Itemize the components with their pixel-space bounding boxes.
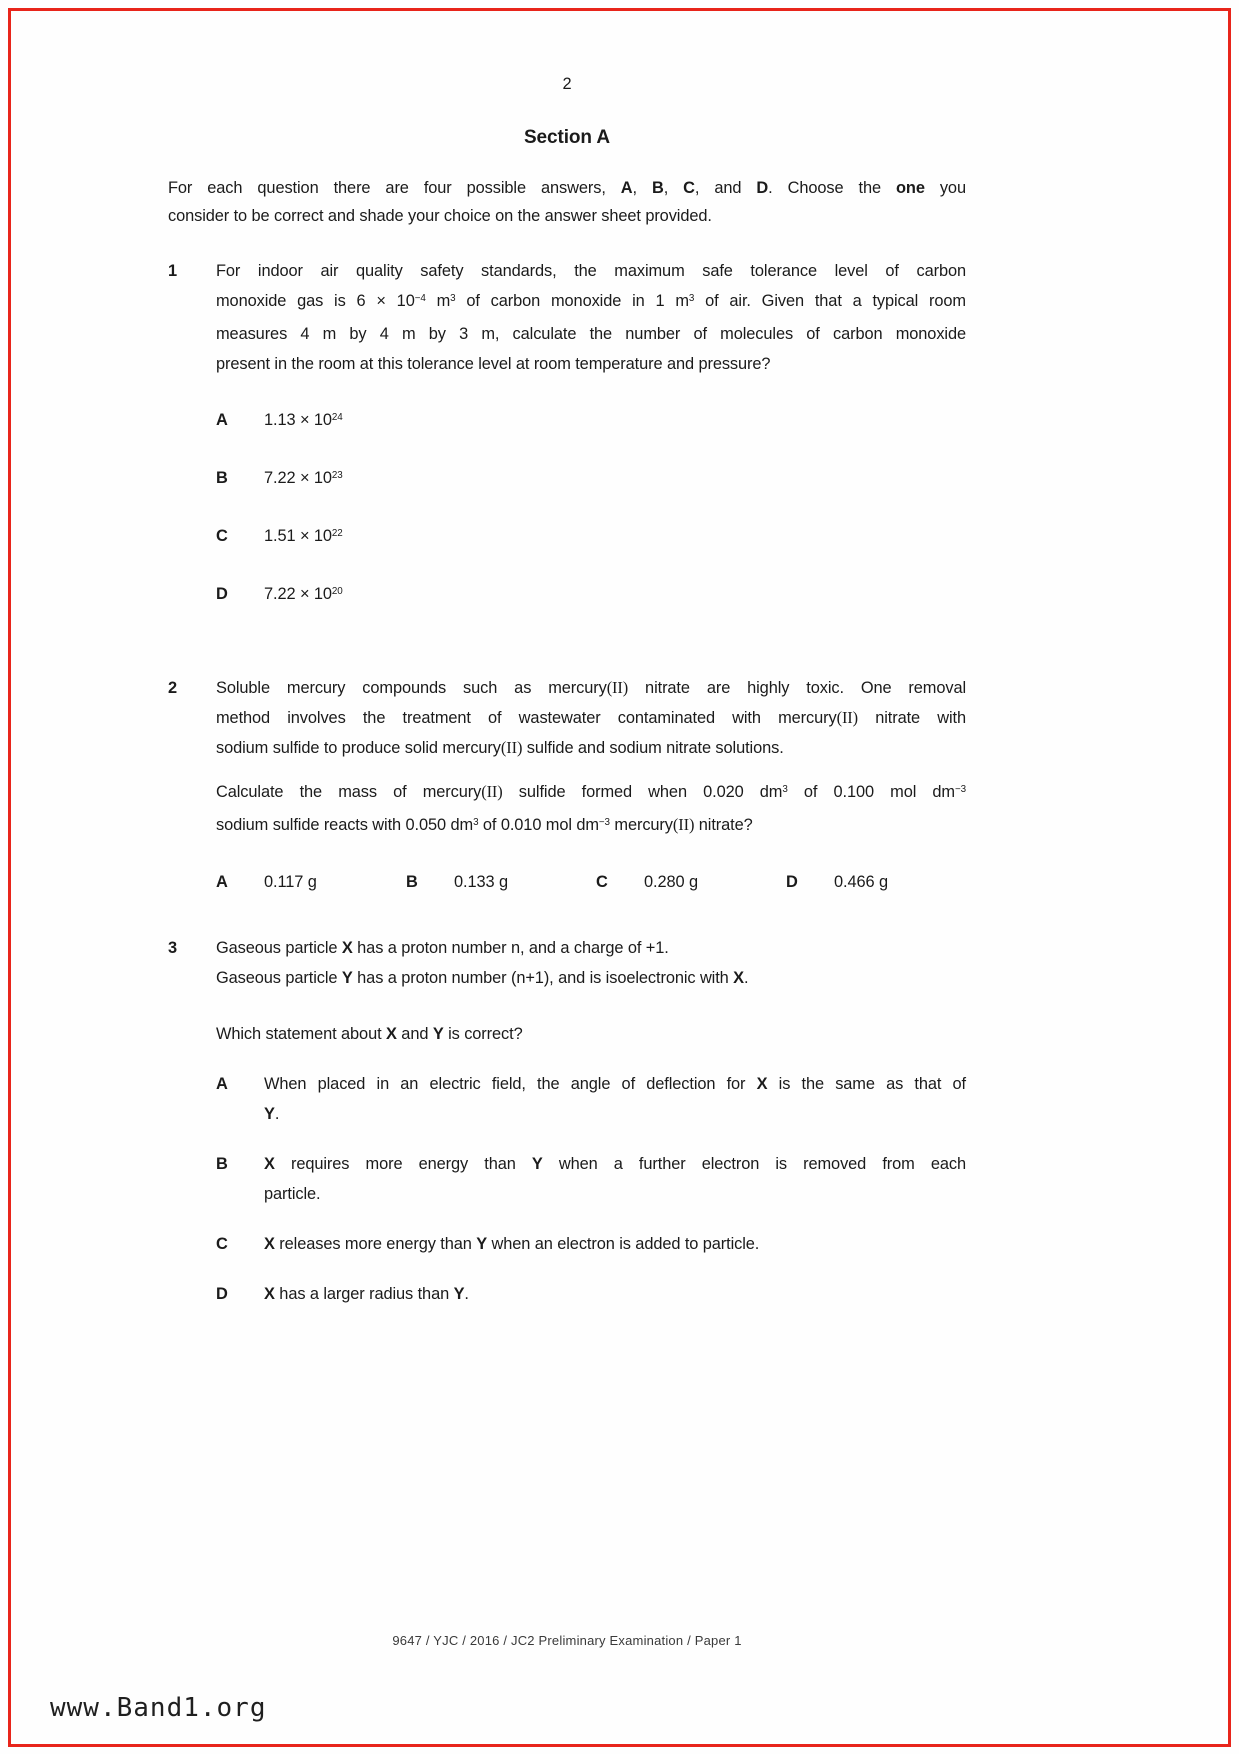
option-line: X releases more energy than Y when an electron is added to particle. (264, 1235, 760, 1253)
option-letter: A (216, 873, 228, 891)
option-letter: D (216, 585, 228, 603)
section-instructions (168, 174, 966, 230)
option-cell (596, 867, 786, 897)
instructions-line: consider to be correct and shade your choice on the answer sheet provided. (168, 207, 712, 225)
question-3-line: Gaseous particle X has a proton number n, and a charge of +1. (216, 939, 669, 957)
question-1-number: 1 (168, 262, 178, 280)
option-letter: C (216, 1235, 228, 1253)
question-1-line: For indoor air quality safety standards, the maximum safe tolerance level of carbon (216, 262, 966, 280)
watermark-url: www.Band1.org (50, 1693, 267, 1723)
question-1-line: present in the room at this tolerance level at room temperature and pressure? (216, 355, 771, 373)
option-block (216, 1149, 966, 1209)
question-3-options (216, 1069, 966, 1309)
instructions-line: For each question there are four possible answers, A, B, C, and D. Choose the one you (168, 179, 966, 197)
option-block (216, 1279, 966, 1309)
option-value: 0.117 g (264, 873, 317, 891)
option-value: $7.22 \times 10^{20}$ (264, 585, 343, 603)
question-3-stem: Which statement about X and Y is correct? (216, 1025, 523, 1043)
question-2-number: 2 (168, 679, 178, 697)
option-letter: B (216, 1155, 228, 1173)
option-cell (786, 867, 976, 897)
option-text (264, 1279, 966, 1309)
question-2-line: Calculate the mass of mercury(II) sulfide formed when 0.020 $dm^3$ of 0.100 mol $dm^{-3}$ (216, 782, 966, 801)
option-value: 0.133 g (454, 873, 508, 891)
option-row (216, 405, 966, 438)
question-2-line: method involves the treatment of wastewater contaminated with mercury(II) nitrate with (216, 708, 966, 727)
question-3-line: Gaseous particle Y has a proton number (n+1), and is isoelectronic with X. (216, 969, 749, 987)
option-text (264, 1069, 966, 1129)
question-2-line: Soluble mercury compounds such as mercury(II) nitrate are highly toxic. One removal (216, 678, 967, 697)
question-1-options (216, 405, 966, 612)
option-value: $1.13 \times 10^{24}$ (264, 411, 343, 429)
option-text (264, 1149, 966, 1209)
option-value: $7.22 \times 10^{23}$ (264, 469, 343, 487)
question-2-options (216, 867, 966, 897)
option-letter: D (216, 1285, 228, 1303)
question-2-body (216, 673, 966, 897)
option-value: 0.466 g (834, 873, 888, 891)
option-block (216, 1069, 966, 1129)
question-2-line: sodium sulfide reacts with 0.050 $dm^3$ of 0.010 mol $dm^{-3}$ mercury(II) nitrate? (216, 815, 753, 834)
question-1 (168, 256, 966, 637)
option-line: X has a larger radius than Y. (264, 1285, 469, 1303)
option-line: X requires more energy than Y when a further electron is removed from each (264, 1155, 966, 1173)
section-title: Section A (523, 127, 611, 148)
page-content (168, 0, 966, 1309)
page-number: 2 (562, 75, 572, 93)
question-2 (168, 673, 966, 897)
question-2-paragraph-2 (216, 777, 966, 843)
option-row (216, 579, 966, 612)
footer-reference: 9647 / YJC / 2016 / JC2 Preliminary Examination / Paper 1 (392, 1633, 742, 1648)
option-letter: A (216, 1075, 228, 1093)
option-text (264, 1229, 966, 1259)
option-value: $1.51 \times 10^{22}$ (264, 527, 343, 545)
option-cell (216, 867, 406, 897)
option-letter: B (406, 873, 418, 891)
question-1-line: measures 4 m by 4 m by 3 m, calculate the number of molecules of carbon monoxide (216, 325, 966, 343)
option-letter: B (216, 469, 228, 487)
question-3-body (216, 933, 966, 1309)
option-value: 0.280 g (644, 873, 698, 891)
option-row (216, 521, 966, 554)
question-3-number: 3 (168, 939, 178, 957)
option-letter: A (216, 411, 228, 429)
option-letter: D (786, 873, 798, 891)
option-block (216, 1229, 966, 1259)
option-line: particle. (264, 1185, 321, 1203)
option-letter: C (216, 527, 228, 545)
question-3 (168, 933, 966, 1309)
option-line: When placed in an electric field, the angle of deflection for X is the same as that of (264, 1075, 967, 1093)
question-1-body (216, 256, 966, 637)
option-letter: C (596, 873, 608, 891)
question-2-line: sodium sulfide to produce solid mercury(II) sulfide and sodium nitrate solutions. (216, 738, 784, 757)
option-cell (406, 867, 596, 897)
option-row (216, 463, 966, 496)
option-line: Y. (264, 1105, 280, 1123)
question-1-line: monoxide gas is $6 \times 10^{-4}$ $m^3$ of carbon monoxide in 1 $m^3$ of air. Given that a typical room (216, 292, 966, 310)
